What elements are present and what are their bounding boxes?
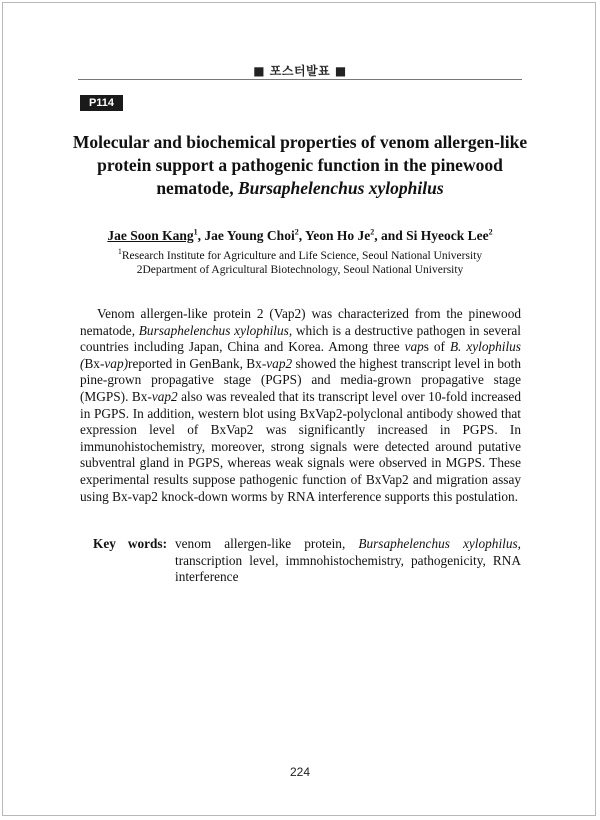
author-separator: , and xyxy=(374,228,407,243)
keywords-segment: , transcription level, immnohistochemistry, pathogenicity, RNA interference xyxy=(175,536,521,585)
keywords-list xyxy=(175,536,521,586)
paper-title xyxy=(70,131,530,200)
author-name: Jae Young Choi xyxy=(204,228,295,243)
abstract-segment: Bx- xyxy=(84,355,105,371)
author-list xyxy=(40,227,560,245)
affiliation-text: Research Institute for Agriculture and Life Science, Seoul National University xyxy=(121,250,483,262)
header-rule xyxy=(78,79,522,80)
abstract-segment: vap xyxy=(404,339,424,355)
abstract-segment: also was revealed that its transcript level over 10-fold increased in PGPS. In addition, western blot using BxVap2-polyclonal antibody showed that expression level of BxVap2 was significantly increased in PGPS. In immunohistochemistry, moreover, strong signals were detected around putative subventral gland in PGPS, whereas weak signals were observed in MGPS. These experimental results suppose pathogenic function of BxVap2 and migration assay using Bx-vap2 knock-down worms by RNA interference supports this postulation. xyxy=(80,388,521,504)
author-name: Jae Soon Kang xyxy=(107,228,194,243)
abstract-segment: showed the highest transcript level in both pine-grown propagative stage (PGPS) and media-grown propagative stage (MGPS). Bx- xyxy=(80,355,521,404)
section-header: ■ 포스터발표 ■ xyxy=(253,64,347,78)
affiliation-text: 2Department of Agricultural Biotechnology, Seoul National University xyxy=(136,264,464,276)
abstract-segment: vap2 xyxy=(151,388,178,404)
author-affiliation-marker: 1 xyxy=(193,227,198,237)
author-affiliation-marker: 2 xyxy=(488,227,493,237)
page-number: 224 xyxy=(289,765,311,779)
abstract-segment: Venom allergen-like protein 2 (Vap2) was characterized from the pinewood nematode, xyxy=(80,306,521,338)
poster-id-badge: P114 xyxy=(80,95,123,111)
author-separator: , xyxy=(298,228,305,243)
affiliation-2 xyxy=(40,263,560,278)
abstract-segment: , which is a destructive pathogen in several countries including Japan, China and Korea. Among three xyxy=(80,322,521,355)
author-affiliation-marker: 2 xyxy=(370,227,375,237)
author-separator: , xyxy=(197,228,205,243)
abstract-segment: s of xyxy=(423,339,450,355)
paper-title-main: Molecular and biochemical properties of venom allergen-like protein support a pathogenic function in the pinewood nematode, xyxy=(72,132,528,198)
abstract-body xyxy=(80,306,521,505)
keywords-segment: Bursaphelenchus xylophilus xyxy=(358,536,518,551)
affiliation-1 xyxy=(40,249,560,264)
keywords-segment: venom allergen-like protein, xyxy=(175,536,359,551)
author-affiliation-marker: 2 xyxy=(294,227,299,237)
author-name: Si Hyeock Lee xyxy=(406,228,489,243)
author-name: Yeon Ho Je xyxy=(304,228,371,243)
abstract-segment: Bursaphelenchus xylophilus xyxy=(138,322,289,338)
keywords-label: Key words: xyxy=(93,536,167,551)
abstract-segment: vap) xyxy=(104,355,129,371)
abstract-segment: B. xylophilus ( xyxy=(80,339,521,371)
affiliation-marker: 1 xyxy=(117,247,122,257)
abstract-segment: reported in GenBank, Bx- xyxy=(128,355,267,371)
paper-title-species: Bursaphelenchus xylophilus xyxy=(237,178,444,198)
abstract-segment: vap2 xyxy=(266,355,293,371)
